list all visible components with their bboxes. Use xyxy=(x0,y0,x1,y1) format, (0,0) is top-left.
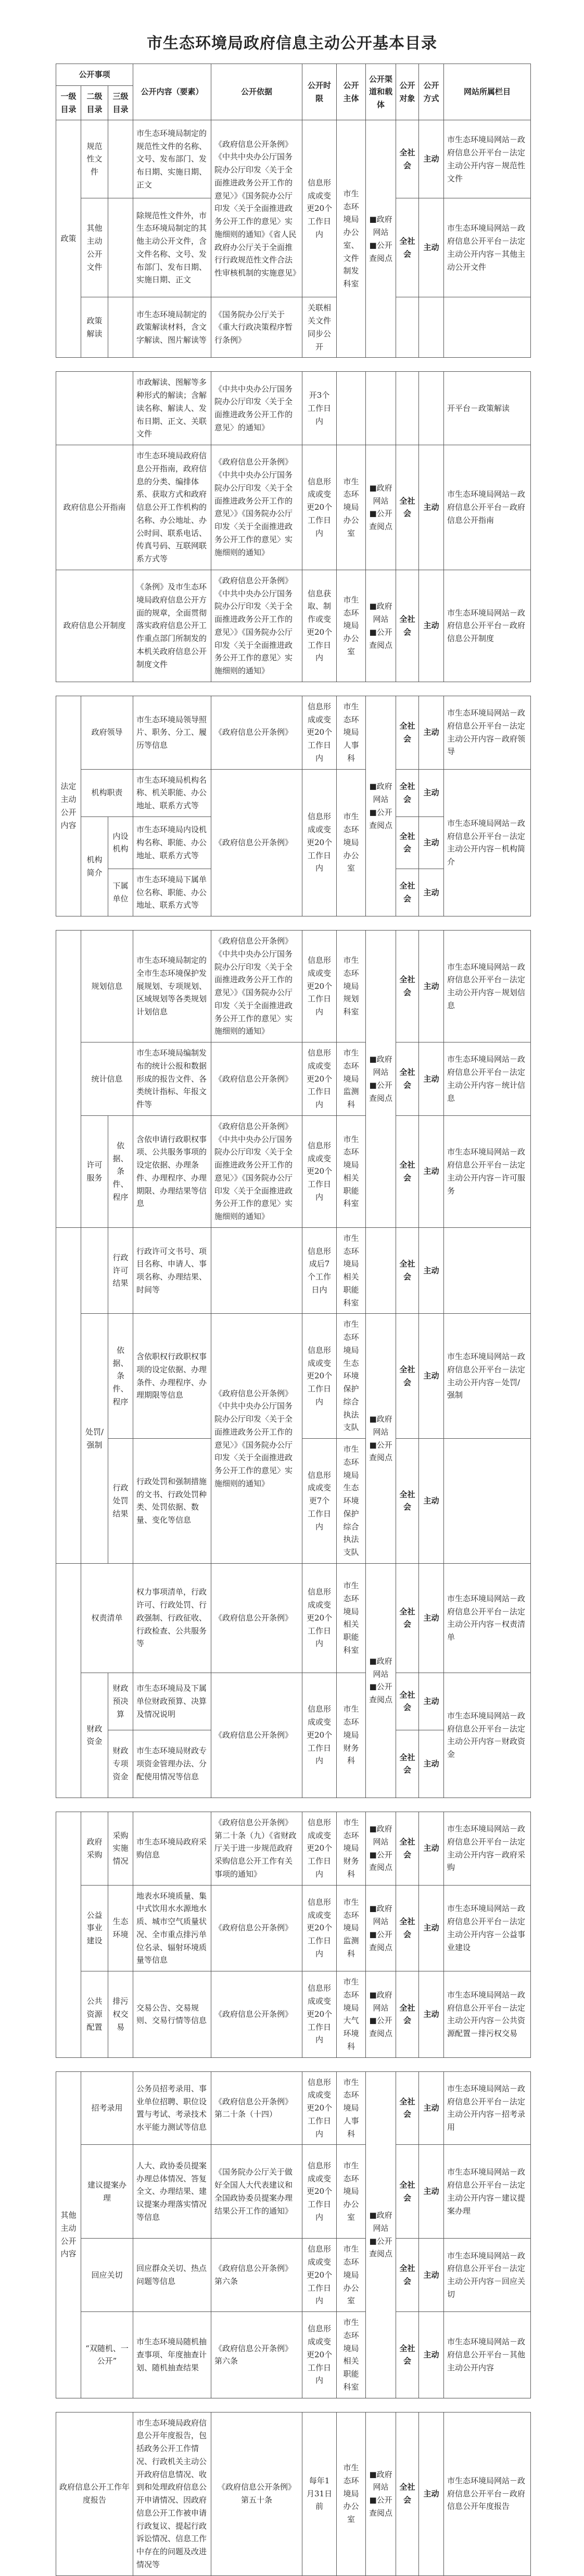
level2-cell: 政策解读 xyxy=(81,297,108,358)
level1-cell xyxy=(56,1227,81,1563)
time-cell: 信息形成或变更20个工作日内 xyxy=(302,1042,337,1116)
time-cell: 信息形成或变更20个工作日内 xyxy=(302,1563,337,1673)
subject-cell: 市生态环境局人事科 xyxy=(337,2071,366,2145)
content-cell: 市生态环境局及下属单位财政预算、决算及情况说明 xyxy=(133,1673,211,1730)
channel-cell xyxy=(366,372,396,445)
table-row xyxy=(56,372,531,445)
basis-cell: 《政府信息公开条例》第六条 xyxy=(211,2312,302,2398)
subject-cell: 市生态环境局办公室 xyxy=(337,2239,366,2312)
subject-cell: 市生态环境局相关职能科室 xyxy=(337,1227,366,1314)
subject-cell: 市生态环境局财务科 xyxy=(337,1673,366,1798)
gap-cell xyxy=(56,358,531,372)
header-method: 公开方式 xyxy=(419,64,444,120)
channel-cell xyxy=(366,1227,396,1314)
level3-cell: 依据、条件、程序 xyxy=(108,1115,133,1227)
channel-cell: ■政府网站 ■公开查阅点 xyxy=(366,1812,396,1885)
basis-cell: 《政府信息公开条例》 xyxy=(211,769,302,916)
table-row xyxy=(56,1885,531,1971)
time-cell: 信息形成或变更20个工作日内 xyxy=(302,1115,337,1227)
method-cell: 主动 xyxy=(419,696,444,769)
target-cell: 全社会 xyxy=(396,696,419,769)
time-cell: 信息形成或变更20个工作日内 xyxy=(302,2239,337,2312)
level2-cell: 建议提案办理 xyxy=(81,2145,133,2239)
subject-cell: 市生态环境局大气环境科 xyxy=(337,1971,366,2058)
remark-cell xyxy=(444,1439,531,1564)
method-cell xyxy=(419,297,444,358)
content-cell: 行政许可文书号、项目名称、申请人、事项名称、办理结果、时间等 xyxy=(133,1227,211,1314)
content-cell: 权力事项清单，行政许可、行政处罚、行政强制、行政征收、行政检查、公共服务等 xyxy=(133,1563,211,1673)
subject-cell: 市生态环境局生态环境保护综合执法支队 xyxy=(337,1314,366,1439)
level3-cell: 下属单位 xyxy=(108,869,133,916)
level3-cell: 财政专项资金 xyxy=(108,1730,133,1798)
target-cell: 全社会 xyxy=(396,1563,419,1673)
subject-cell: 市生态环境局办公室 xyxy=(337,2412,366,2575)
content-cell: 市生态环境局政府信息公开年度报告，包括政务公开工作情况、行政机关主动公开政府信息情况、收到和处理政府信息公开申请情况、因政府信息公开工作被申请行政复议、提起行政诉讼情况、信息工作中存在的问题及改进情况等 xyxy=(133,2412,211,2575)
target-cell: 全社会 xyxy=(396,1971,419,2058)
basis-cell: 《政府信息公开条例》《中共中央办公厅国务院办公厅印发〈关于全面推进政务公开工作的意见〉》《国务院办公厅印发〈关于全面推进政务公开工作的意见〉实施细则的通知》 xyxy=(211,445,302,570)
subject-cell: 市生态环境局监测科 xyxy=(337,1885,366,1971)
content-cell: 市生态环境局内设机构名称、职能、办公地址、联系方式等 xyxy=(133,816,211,869)
level2-cell: 财政资金 xyxy=(81,1673,108,1798)
section-gap xyxy=(56,2057,531,2071)
table-row xyxy=(56,931,531,1042)
content-cell: 市生态环境局制定的规范性文件的名称、文号、发布部门、发布日期、实施日期、正文 xyxy=(133,120,211,198)
section-gap xyxy=(56,916,531,931)
remark-cell: 市生态环境局网站－政府信息公开平台－法定主动公开内容－其他主动公开文件 xyxy=(444,198,531,297)
channel-cell: ■政府网站 ■公开查阅点 xyxy=(366,2412,396,2575)
subject-cell: 市生态环境局办公室 xyxy=(337,445,366,570)
gap-cell xyxy=(56,2398,531,2412)
remark-cell: 市生态环境局网站－政府信息公开平台－法定主动公开内容－权责清单 xyxy=(444,1563,531,1673)
channel-cell: ■政府网站 ■公开查阅点 xyxy=(366,445,396,570)
time-cell: 信息形成后7个工作日内 xyxy=(302,1227,337,1314)
basis-cell: 《政府信息公开条例》《中共中央办公厅国务院办公厅印发〈关于全面推进政务公开工作的意见〉》《国务院办公厅印发〈关于全面推进政务公开工作的意见〉实施细则的通知》《省人民政府办公厅关于全面推行行政规范性文件合法性审核机制的实施意见》 xyxy=(211,120,302,297)
table-row xyxy=(56,2071,531,2145)
table-row xyxy=(56,769,531,816)
channel-cell: ■政府网站 ■公开查阅点 xyxy=(366,1563,396,1798)
remark-cell: 市生态环境局网站－政府信息公开平台－法定主动公开内容－招考录用 xyxy=(444,2071,531,2145)
table-row xyxy=(56,1563,531,1673)
remark-cell: 市生态环境局网站－政府信息公开平台－其他主动公开内容 xyxy=(444,2312,531,2398)
remark-cell: 市生态环境局网站－政府信息公开平台－法定主动公开内容－政府采购 xyxy=(444,1812,531,1885)
remark-cell: 市生态环境局网站－政府信息公开平台－政府信息公开年度报告 xyxy=(444,2412,531,2575)
target-cell: 全社会 xyxy=(396,1439,419,1564)
target-cell: 全社会 xyxy=(396,1730,419,1798)
remark-cell: 市生态环境局网站－政府信息公开平台－法定主动公开内容－财政资金 xyxy=(444,1673,531,1798)
channel-cell: ■政府网站 ■公开查阅点 xyxy=(366,1314,396,1564)
level2-cell: 其他主动公开文件 xyxy=(81,198,108,297)
header-matter: 公开事项 xyxy=(56,64,133,86)
header-time: 公开时限 xyxy=(302,64,337,120)
table-row xyxy=(56,570,531,682)
content-cell: 市生态环境局制定的全市生态环境保护发展规划、专项规划、区域规划等各类规划计划信息 xyxy=(133,931,211,1042)
time-cell: 信息获取、制作或变更20个工作日内 xyxy=(302,570,337,682)
channel-cell: ■政府网站 ■公开查阅点 xyxy=(366,931,396,1228)
gap-cell xyxy=(56,682,531,696)
level1-cell: 政府信息公开指南 xyxy=(56,445,133,570)
level2-cell: 处罚/强制 xyxy=(81,1314,108,1564)
channel-cell: ■政府网站 ■公开查阅点 xyxy=(366,120,396,358)
level1-cell xyxy=(56,931,81,1228)
level2-cell: 机构简介 xyxy=(81,816,108,916)
channel-cell: ■政府网站 ■公开查阅点 xyxy=(366,696,396,916)
header-level1: 一级目录 xyxy=(56,85,81,120)
time-cell: 信息形成或变更7个工作日内 xyxy=(302,1439,337,1564)
target-cell xyxy=(396,372,419,445)
basis-cell: 《政府信息公开条例》 xyxy=(211,696,302,769)
header-subject: 公开主体 xyxy=(337,64,366,120)
table-row xyxy=(56,2412,531,2575)
method-cell: 主动 xyxy=(419,198,444,297)
method-cell: 主动 xyxy=(419,931,444,1042)
time-cell: 信息形成或变更20个工作日内 xyxy=(302,1812,337,1885)
content-cell: 市生态环境局政府采购信息 xyxy=(133,1812,211,1885)
level2-cell: 规范性文件 xyxy=(81,120,108,198)
basis-cell: 《政府信息公开条例》第二十条（九）《省财政厅关于进一步规范政府采购信息公开工作有关事项的通知》 xyxy=(211,1812,302,1885)
level3-cell: 排污权交易 xyxy=(108,1971,133,2058)
header-channel: 公开渠道和载体 xyxy=(366,64,396,120)
method-cell: 主动 xyxy=(419,1439,444,1564)
section-gap xyxy=(56,682,531,696)
method-cell xyxy=(419,372,444,445)
level1-cell xyxy=(56,1563,81,1798)
table-row xyxy=(56,445,531,570)
target-cell: 全社会 xyxy=(396,1885,419,1971)
remark-cell: 市生态环境局网站－政府信息公开平台－法定主动公开内容－许可服务 xyxy=(444,1115,531,1227)
subject-cell: 市生态环境局相关职能科室 xyxy=(337,1563,366,1673)
table-row xyxy=(56,1314,531,1439)
content-cell: 市生态环境局领导照片、职务、分工、履历等信息 xyxy=(133,696,211,769)
time-cell: 信息形成或变更20个工作日内 xyxy=(302,1885,337,1971)
time-cell: 信息形成或变更20个工作日内 xyxy=(302,2145,337,2239)
method-cell: 主动 xyxy=(419,2312,444,2398)
target-cell: 全社会 xyxy=(396,1314,419,1439)
time-cell: 信息形成或变更20个工作日内 xyxy=(302,769,337,916)
content-cell: 市生态环境局财政专项资金管理办法、分配使用情况等信息 xyxy=(133,1730,211,1798)
time-cell: 信息形成或变更20个工作日内 xyxy=(302,2312,337,2398)
remark-cell: 市生态环境局网站－政府信息公开平台－法定主动公开内容－统计信息 xyxy=(444,1042,531,1116)
content-cell: 市生态环境局机构名称、机关职能、办公地址、联系方式等 xyxy=(133,769,211,816)
header-remark: 网站所属栏目 xyxy=(444,64,531,120)
subject-cell: 市生态环境局财务科 xyxy=(337,1812,366,1885)
content-cell: 回应群众关切、热点问题等信息 xyxy=(133,2239,211,2312)
target-cell: 全社会 xyxy=(396,869,419,916)
remark-cell: 市生态环境局网站－政府信息公开平台－法定主动公开内容－机构简介 xyxy=(444,769,531,916)
basis-cell: 《政府信息公开条例》《中共中央办公厅国务院办公厅印发〈关于全面推进政务公开工作的意见〉》《国务院办公厅印发〈关于全面推进政务公开工作的意见〉实施细则的通知》 xyxy=(211,931,302,1042)
basis-cell: 《政府信息公开条例》 xyxy=(211,1971,302,2058)
content-cell: 人大、政协委员提案办理总体情况、答复全文、办理结果、建议提案办理落实情况等信息 xyxy=(133,2145,211,2239)
subject-cell: 市生态环境局人事科 xyxy=(337,696,366,769)
table-row xyxy=(56,2312,531,2398)
table-row xyxy=(56,1812,531,1885)
target-cell: 全社会 xyxy=(396,769,419,816)
level3-cell: 生态环境 xyxy=(108,1885,133,1971)
level1-cell: 政府信息公开制度 xyxy=(56,570,133,682)
remark-cell: 市生态环境局网站－政府信息公开平台－法定主动公开内容－政府领导 xyxy=(444,696,531,769)
table-row xyxy=(56,2239,531,2312)
target-cell: 全社会 xyxy=(396,1812,419,1885)
channel-cell: ■政府网站 ■公开查阅点 xyxy=(366,1885,396,1971)
level2-cell: 公益事业建设 xyxy=(81,1885,108,1971)
subject-cell: 市生态环境局办公室 xyxy=(337,570,366,682)
table-row xyxy=(56,1971,531,2058)
basis-cell: 《政府信息公开条例》 xyxy=(211,1673,302,1798)
method-cell: 主动 xyxy=(419,2145,444,2239)
method-cell: 主动 xyxy=(419,769,444,816)
level1-cell xyxy=(56,372,133,445)
time-cell: 信息形成或变更20个工作日内 xyxy=(302,1314,337,1439)
level1-cell: 政策 xyxy=(56,120,81,358)
basis-cell: 《政府信息公开条例》 xyxy=(211,1042,302,1116)
header-level3: 三级目录 xyxy=(108,85,133,120)
subject-cell xyxy=(337,372,366,445)
content-cell: 市生态环境局随机抽查事项、年度抽查计划、随机抽查结果 xyxy=(133,2312,211,2398)
content-cell: 市生态环境局制定的政策解读材料，含文字解读、图片解读等 xyxy=(133,297,211,358)
section-gap xyxy=(56,358,531,372)
target-cell: 全社会 xyxy=(396,2412,419,2575)
level2-cell: 权责清单 xyxy=(81,1563,133,1673)
content-cell: 含依职权行政职权事项的设定依据、办理条件、办理程序、办理期限等信息 xyxy=(133,1314,211,1439)
remark-cell: 市生态环境局网站－政府信息公开平台－法定主动公开内容－建议提案办理 xyxy=(444,2145,531,2239)
basis-cell: 《政府信息公开条例》《中共中央办公厅国务院办公厅印发〈关于全面推进政务公开工作的意见〉》《国务院办公厅印发〈关于全面推进政务公开工作的意见〉实施细则的通知》 xyxy=(211,1314,302,1564)
level1-cell: 其他主动公开内容 xyxy=(56,2071,81,2398)
time-cell: 信息形成或变更20个工作日内 xyxy=(302,931,337,1042)
time-cell: 关联相关文件同步公开 xyxy=(302,297,337,358)
method-cell: 主动 xyxy=(419,1812,444,1885)
level1-cell: 政府信息公开工作年度报告 xyxy=(56,2412,133,2575)
subject-cell: 市生态环境局相关职能科室 xyxy=(337,2312,366,2398)
remark-cell: 市生态环境局网站－政府信息公开平台－政府信息公开制度 xyxy=(444,570,531,682)
level2-cell: 招考录用 xyxy=(81,2071,133,2145)
basis-cell: 《国务院办公厅关于《重大行政决策程序暂行条例》 xyxy=(211,297,302,358)
level2-cell xyxy=(81,1227,108,1314)
level2-cell: 公共资源配置 xyxy=(81,1971,108,2058)
level3-cell: 依据、条件、程序 xyxy=(108,1314,133,1439)
basis-cell: 《政府信息公开条例》《中共中央办公厅国务院办公厅印发〈关于全面推进政务公开工作的意见〉》《国务院办公厅印发〈关于全面推进政务公开工作的意见〉实施细则的通知》 xyxy=(211,570,302,682)
target-cell: 全社会 xyxy=(396,2312,419,2398)
header-content: 公开内容（要素） xyxy=(133,64,211,120)
subject-cell: 市生态环境局监测科 xyxy=(337,1042,366,1116)
method-cell: 主动 xyxy=(419,869,444,916)
method-cell: 主动 xyxy=(419,2239,444,2312)
time-cell: 信息形成或变更20个工作日内 xyxy=(302,120,337,297)
remark-cell xyxy=(444,297,531,358)
basis-cell: 《政府信息公开条例》第五十条 xyxy=(211,2412,302,2575)
level3-cell: 行政许可结果 xyxy=(108,1227,133,1314)
remark-cell: 市生态环境局网站－政府信息公开平台－法定主动公开内容－公共资源配置－排污权交易 xyxy=(444,1971,531,2058)
method-cell: 主动 xyxy=(419,1115,444,1227)
target-cell: 全社会 xyxy=(396,2145,419,2239)
target-cell xyxy=(396,297,419,358)
method-cell: 主动 xyxy=(419,816,444,869)
method-cell: 主动 xyxy=(419,1042,444,1116)
content-cell: 含依申请行政职权事项、公共服务事项的设定依据、办理条件、办理程序、办理期限、办理结果等信息 xyxy=(133,1115,211,1227)
section-gap xyxy=(56,2398,531,2412)
remark-cell: 市生态环境局网站－政府信息公开平台－法定主动公开内容－回应关切 xyxy=(444,2239,531,2312)
basis-cell: 《政府信息公开条例》《中共中央办公厅国务院办公厅印发〈关于全面推进政务公开工作的意见〉》《国务院办公厅印发〈关于全面推进政务公开工作的意见〉实施细则的通知》 xyxy=(211,1115,302,1227)
content-cell: 市生态环境局编制发布的统计公报和数据形成的报告文件、各类统计指标、年报文件等 xyxy=(133,1042,211,1116)
subject-cell: 市生态环境局生态环境保护综合执法支队 xyxy=(337,1439,366,1564)
target-cell: 全社会 xyxy=(396,1115,419,1227)
method-cell: 主动 xyxy=(419,1563,444,1673)
level3-cell: 财政预决算 xyxy=(108,1673,133,1730)
method-cell: 主动 xyxy=(419,1971,444,2058)
time-cell: 信息形成或变更20个工作日内 xyxy=(302,2071,337,2145)
level3-cell xyxy=(108,198,133,297)
subject-cell: 市生态环境局办公室 xyxy=(337,2145,366,2239)
method-cell: 主动 xyxy=(419,570,444,682)
content-cell: 除规范性文件外，市生态环境局制定的其他主动公开文件，含文件名称、文号、发布部门、发布日期、实施日期、正文 xyxy=(133,198,211,297)
content-cell: 《条例》及市生态环境局政府信息公开方面的规章，全面贯彻落实政府信息公开工作重点部门所制发的本机关政府信息公开制度文件 xyxy=(133,570,211,682)
channel-cell: ■政府网站 ■公开查阅点 xyxy=(366,2071,396,2398)
channel-cell: ■政府网站 ■公开查阅点 xyxy=(366,570,396,682)
basis-cell: 《政府信息公开条例》第二十条（十四） xyxy=(211,2071,302,2145)
table-row xyxy=(56,297,531,358)
table-row xyxy=(56,1227,531,1314)
remark-cell: 市生态环境局网站－政府信息公开平台－法定主动公开内容－规划信息 xyxy=(444,931,531,1042)
remark-cell: 开平台－政策解读 xyxy=(444,372,531,445)
level3-cell: 内设机构 xyxy=(108,816,133,869)
basis-cell xyxy=(211,1227,302,1314)
basis-cell: 《政府信息公开条例》第六条 xyxy=(211,2239,302,2312)
basis-cell: 《国务院办公厅关于做好全国人大代表建议和全国政协委员提案办理结果公开工作的通知》 xyxy=(211,2145,302,2239)
level1-cell: 法定主动公开内容 xyxy=(56,696,81,916)
section-gap xyxy=(56,1798,531,1812)
remark-cell: 市生态环境局网站－政府信息公开平台－法定主动公开内容－处罚/强制 xyxy=(444,1314,531,1439)
target-cell: 全社会 xyxy=(396,931,419,1042)
basis-cell: 《政府信息公开条例》 xyxy=(211,1563,302,1673)
time-cell: 每年1月31日前 xyxy=(302,2412,337,2575)
level2-cell: 政府采购 xyxy=(81,1812,108,1885)
target-cell: 全社会 xyxy=(396,2239,419,2312)
method-cell: 主动 xyxy=(419,2071,444,2145)
level1-cell xyxy=(56,1812,81,2057)
target-cell: 全社会 xyxy=(396,816,419,869)
content-cell: 行政处罚和强制措施的文书、行政处罚种类、处罚依据、数量、变化等信息 xyxy=(133,1439,211,1564)
basis-cell: 《政府信息公开条例》 xyxy=(211,1885,302,1971)
document-title: 市生态环境局政府信息主动公开基本目录 xyxy=(147,34,437,53)
gap-cell xyxy=(56,2057,531,2071)
target-cell: 全社会 xyxy=(396,1042,419,1116)
time-cell: 信息形成或变更20个工作日内 xyxy=(302,1673,337,1798)
method-cell: 主动 xyxy=(419,1730,444,1798)
content-cell: 市生态环境局政府信息公开指南，政府信息的分类、编排体系、获取方式和政府信息公开工作机构的名称、办公地址、办公时间、联系电话、传真号码、互联网联系方式等 xyxy=(133,445,211,570)
target-cell: 全社会 xyxy=(396,2071,419,2145)
remark-cell: 市生态环境局网站－政府信息公开平台－法定主动公开内容－公益事业建设 xyxy=(444,1885,531,1971)
content-cell: 市生态环境局下属单位名称、职能、办公地址、联系方式等 xyxy=(133,869,211,916)
remark-cell xyxy=(444,1227,531,1314)
disclosure-catalog-table xyxy=(56,64,531,2576)
time-cell: 信息形成或变更20个工作日内 xyxy=(302,445,337,570)
table-row xyxy=(56,1673,531,1730)
table-row xyxy=(56,696,531,769)
target-cell: 全社会 xyxy=(396,570,419,682)
level2-cell: 统计信息 xyxy=(81,1042,133,1116)
method-cell: 主动 xyxy=(419,1314,444,1439)
remark-cell: 市生态环境局网站－政府信息公开平台－法定主动公开内容－规范性文件 xyxy=(444,120,531,198)
level3-cell xyxy=(108,297,133,358)
header-level2: 二级目录 xyxy=(81,85,108,120)
target-cell: 全社会 xyxy=(396,445,419,570)
header-basis: 公开依据 xyxy=(211,64,302,120)
remark-cell: 市生态环境局网站－政府信息公开平台－政府信息公开指南 xyxy=(444,445,531,570)
content-cell: 交易公告、交易规则、交易行情等信息 xyxy=(133,1971,211,2058)
method-cell: 主动 xyxy=(419,1885,444,1971)
level2-cell: 政府领导 xyxy=(81,696,133,769)
subject-cell: 市生态环境局办公室 xyxy=(337,769,366,916)
level2-cell: 机构职责 xyxy=(81,769,133,816)
level3-cell: 采购实施情况 xyxy=(108,1812,133,1885)
content-cell: 市政解读、图解等多种形式的解读；含解读名称、解读人、发布日期、正文、关联文件 xyxy=(133,372,211,445)
method-cell: 主动 xyxy=(419,445,444,570)
time-cell: 开3个工作日内 xyxy=(302,372,337,445)
level2-cell: “双随机、一公开” xyxy=(81,2312,133,2398)
level3-cell xyxy=(108,120,133,198)
level3-cell: 行政处罚结果 xyxy=(108,1439,133,1564)
time-cell: 信息形成或变更20个工作日内 xyxy=(302,696,337,769)
basis-cell: 《中共中央办公厅国务院办公厅印发〈关于全面推进政务公开工作的意见〉的通知》 xyxy=(211,372,302,445)
target-cell: 全社会 xyxy=(396,198,419,297)
table-row xyxy=(56,120,531,198)
gap-cell xyxy=(56,1798,531,1812)
subject-cell: 市生态环境局相关职能科室 xyxy=(337,1115,366,1227)
time-cell: 信息形成或变更20个工作日内 xyxy=(302,1971,337,2058)
content-cell: 公务员招考录用、事业单位招聘、职位设置与考试、考录技术水平能力测试等信息 xyxy=(133,2071,211,2145)
table-row xyxy=(56,1042,531,1116)
method-cell: 主动 xyxy=(419,120,444,198)
gap-cell xyxy=(56,916,531,931)
method-cell: 主动 xyxy=(419,2412,444,2575)
subject-cell: 市生态环境局规划科室 xyxy=(337,931,366,1042)
method-cell: 主动 xyxy=(419,1227,444,1314)
channel-cell: ■政府网站 ■公开查阅点 xyxy=(366,1971,396,2058)
target-cell: 全社会 xyxy=(396,1227,419,1314)
target-cell: 全社会 xyxy=(396,120,419,198)
content-cell: 地表水环境质量、集中式饮用水水源地水质、城市空气质量状况、全市重点排污单位名录、辐射环境质量等信息 xyxy=(133,1885,211,1971)
level2-cell: 回应关切 xyxy=(81,2239,133,2312)
header-row xyxy=(56,64,531,86)
level2-cell: 规划信息 xyxy=(81,931,133,1042)
level2-cell: 许可服务 xyxy=(81,1115,108,1227)
subject-cell: 市生态环境局办公室、文件制发科室 xyxy=(337,120,366,358)
table-row xyxy=(56,1115,531,1227)
target-cell: 全社会 xyxy=(396,1673,419,1730)
table-row xyxy=(56,2145,531,2239)
header-target: 公开对象 xyxy=(396,64,419,120)
method-cell: 主动 xyxy=(419,1673,444,1730)
